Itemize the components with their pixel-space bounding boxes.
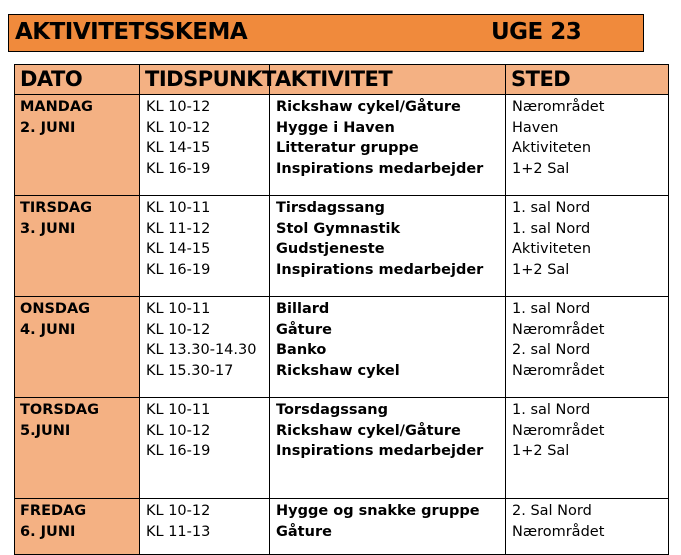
time-entry: KL 13.30-14.30 (146, 342, 257, 359)
day-cell (15, 196, 140, 297)
activity-entry: Inspirations medarbejder (276, 161, 484, 178)
day-row (15, 297, 669, 398)
time-cell (140, 499, 270, 555)
time-entry: KL 10-12 (146, 503, 211, 519)
place-entry: Haven (512, 119, 559, 136)
header-banner (8, 14, 644, 52)
place-entry: 1. sal Nord (512, 301, 591, 317)
column-header-place: STED (506, 65, 669, 95)
place-entry: 1. sal Nord (512, 402, 591, 418)
time-entry: KL 16-19 (146, 161, 211, 178)
schedule-title: AKTIVITETSSKEMA (15, 19, 248, 45)
activity-entry: Gudstjeneste (276, 241, 385, 258)
activity-cell (270, 398, 506, 499)
place-entry: Aktiviteten (512, 241, 592, 258)
activity-entry: Inspirations medarbejder (276, 262, 484, 279)
place-entry: Nærområdet (512, 321, 605, 338)
day-cell (15, 95, 140, 196)
activity-entry: Inspirations medarbejder (276, 443, 484, 460)
place-cell (506, 196, 669, 297)
activity-cell (270, 499, 506, 555)
place-entry: 1+2 Sal (512, 161, 570, 178)
activity-entry: Gåture (276, 321, 332, 338)
day-name: FREDAG (20, 503, 87, 519)
day-date: 6. JUNI (20, 524, 76, 540)
place-cell (506, 398, 669, 499)
place-entry: Nærområdet (512, 99, 605, 115)
place-entry: Nærområdet (512, 422, 605, 439)
time-entry: KL 14-15 (146, 140, 211, 157)
place-entry: 1+2 Sal (512, 443, 570, 460)
time-cell (140, 297, 270, 398)
day-row (15, 196, 669, 297)
day-date: 2. JUNI (20, 120, 76, 136)
day-cell (15, 297, 140, 398)
activity-entry: Litteratur gruppe (276, 140, 419, 157)
time-entry: KL 14-15 (146, 241, 211, 258)
day-name: ONSDAG (20, 301, 91, 317)
day-name: MANDAG (20, 99, 93, 115)
activity-entry: Rickshaw cykel/Gåture (276, 422, 461, 439)
column-header-time: TIDSPUNKT (140, 65, 270, 95)
schedule-table (14, 64, 669, 555)
activity-entry: Banko (276, 342, 327, 359)
activity-cell (270, 95, 506, 196)
place-entry: 1. sal Nord (512, 200, 591, 216)
place-entry: Nærområdet (512, 363, 605, 380)
activity-entry: Rickshaw cykel/Gåture (276, 99, 461, 115)
day-row (15, 398, 669, 499)
time-entry: KL 11-13 (146, 523, 211, 540)
activity-entry: Hygge i Haven (276, 119, 395, 136)
time-entry: KL 10-12 (146, 321, 211, 338)
activity-entry: Rickshaw cykel (276, 363, 400, 380)
time-entry: KL 10-11 (146, 301, 211, 317)
time-cell (140, 398, 270, 499)
activity-entry: Hygge og snakke gruppe (276, 503, 480, 519)
place-cell (506, 95, 669, 196)
activity-cell (270, 196, 506, 297)
week-label: UGE 23 (491, 19, 582, 45)
activity-entry: Billard (276, 301, 330, 317)
day-row (15, 499, 669, 555)
time-entry: KL 11-12 (146, 220, 211, 237)
time-entry: KL 15.30-17 (146, 363, 234, 380)
activity-entry: Tirsdagssang (276, 200, 385, 216)
place-entry: 2. Sal Nord (512, 503, 592, 519)
header-row (15, 65, 669, 95)
activity-entry: Gåture (276, 523, 332, 540)
day-name: TORSDAG (20, 402, 99, 418)
place-entry: 2. sal Nord (512, 342, 591, 359)
time-entry: KL 16-19 (146, 262, 211, 279)
day-row (15, 95, 669, 196)
time-entry: KL 10-11 (146, 402, 211, 418)
place-entry: Nærområdet (512, 523, 605, 540)
time-entry: KL 10-12 (146, 119, 211, 136)
place-entry: 1+2 Sal (512, 262, 570, 279)
place-entry: 1. sal Nord (512, 220, 591, 237)
day-date: 4. JUNI (20, 322, 76, 338)
day-date: 5.JUNI (20, 423, 71, 439)
column-header-activity: AKTIVITET (270, 65, 506, 95)
activity-entry: Stol Gymnastik (276, 220, 401, 237)
day-name: TIRSDAG (20, 200, 93, 216)
activity-cell (270, 297, 506, 398)
day-cell (15, 398, 140, 499)
time-cell (140, 95, 270, 196)
time-cell (140, 196, 270, 297)
column-header-date: DATO (15, 65, 140, 95)
place-cell (506, 499, 669, 555)
time-entry: KL 10-11 (146, 200, 211, 216)
day-date: 3. JUNI (20, 221, 76, 237)
time-entry: KL 16-19 (146, 443, 211, 460)
time-entry: KL 10-12 (146, 422, 211, 439)
day-cell (15, 499, 140, 555)
activity-entry: Torsdagssang (276, 402, 388, 418)
time-entry: KL 10-12 (146, 99, 211, 115)
place-entry: Aktiviteten (512, 140, 592, 157)
place-cell (506, 297, 669, 398)
